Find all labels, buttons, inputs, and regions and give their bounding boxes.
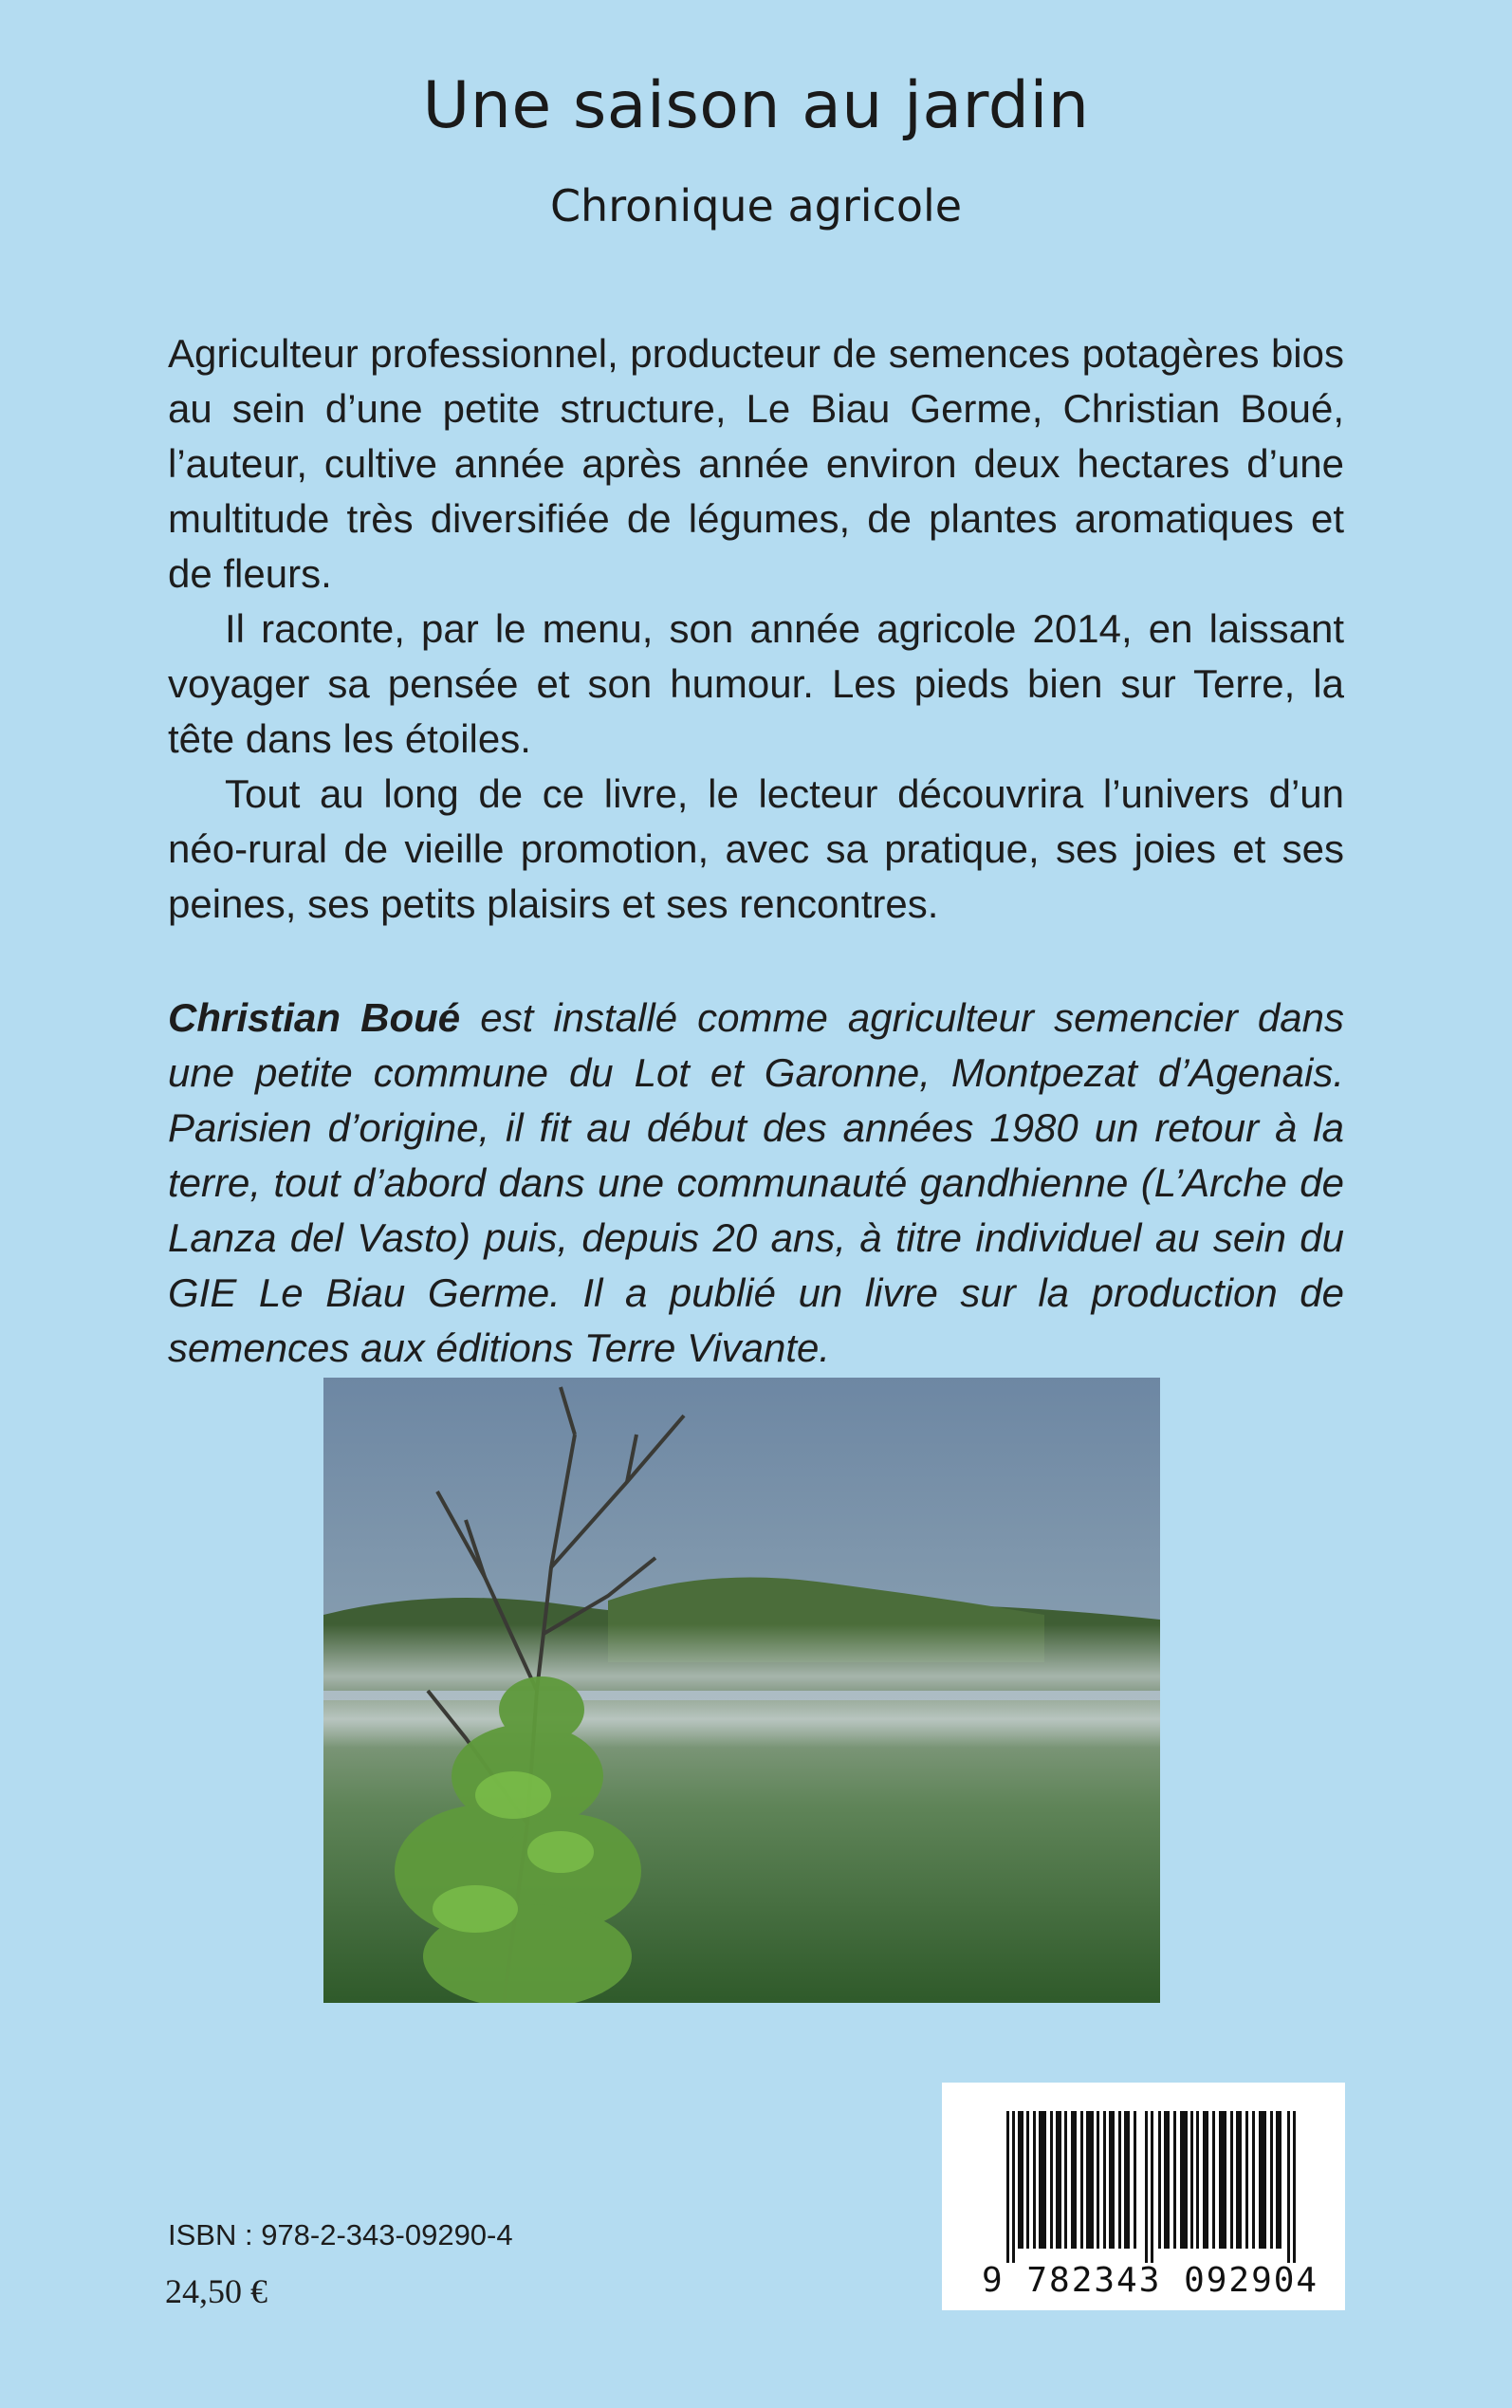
book-blurb — [168, 326, 1344, 932]
barcode — [942, 2083, 1345, 2310]
landscape-photo-illustration — [323, 1378, 1160, 2003]
price: 24,50 € — [165, 2272, 267, 2310]
landscape-photo — [323, 1378, 1160, 2003]
barcode-bars — [1006, 2111, 1296, 2263]
isbn: ISBN : 978-2-343-09290-4 — [168, 2218, 513, 2251]
author-bio-text: est installé comme agriculteur semencier dans une petite commune du Lot et Garonne, Montpezat d’Agenais. Parisien d’origine, il fit au début des années 1980 un retour à la terre, tout d’abord dans une communauté gandhienne (L’Arche de Lanza del Vasto) puis, depuis 20 ans, à titre individuel au sein du GIE Le Biau Germe. Il a publié un livre sur la production de semences aux éditions Terre Vivante. — [168, 995, 1344, 1370]
book-subtitle: Chronique agricole — [549, 180, 963, 232]
book-title: Une saison au jardin — [422, 68, 1090, 143]
blurb-paragraph: Il raconte, par le menu, son année agricole 2014, en laissant voyager sa pensée et son humour. Les pieds bien sur Terre, la tête dans les étoiles. — [168, 606, 1344, 761]
author-bio — [168, 991, 1344, 1376]
barcode-digits: 9 782343 092904 — [982, 2261, 1319, 2300]
blurb-paragraph: Tout au long de ce livre, le lecteur découvrira l’univers d’un néo-rural de vieille promotion, avec sa pratique, ses joies et ses peines, ses petits plaisirs et ses rencontres. — [168, 771, 1344, 926]
blurb-paragraph: Agriculteur professionnel, producteur de semences potagères bios au sein d’une petite structure, Le Biau Germe, Christian Boué, l’auteur, cultive année après année environ deux hectares d’une multitude très diversifiée de légumes, de plantes aromatiques et de fleurs. — [168, 331, 1344, 596]
author-name: Christian Boué — [168, 995, 461, 1040]
